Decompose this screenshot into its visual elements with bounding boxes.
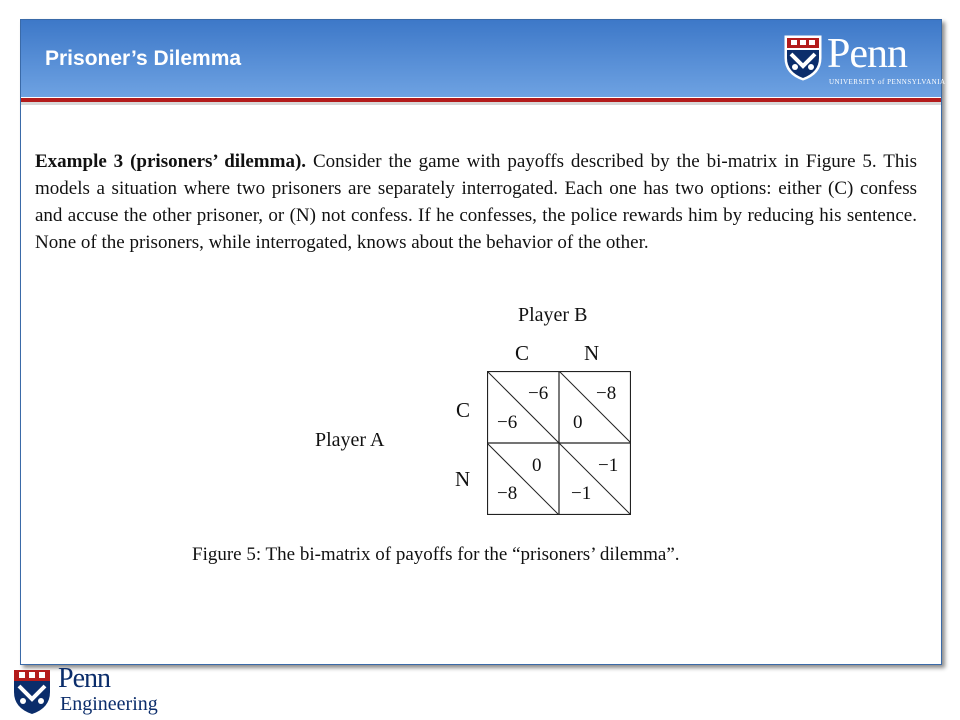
slide-title: Prisoner’s Dilemma <box>45 47 242 70</box>
penn-engineering-line2: Engineering <box>60 693 158 715</box>
penn-engineering-line1: Penn <box>58 663 110 694</box>
payoff-nc-b: 0 <box>532 455 542 476</box>
payoff-nn-a: −1 <box>571 483 592 504</box>
col-label-n: N <box>584 341 600 365</box>
payoff-nn-b: −1 <box>598 455 619 476</box>
slide <box>20 19 946 665</box>
payoff-cn-a: 0 <box>573 412 583 433</box>
row-label-c: C <box>456 398 471 422</box>
player-a-label: Player A <box>315 429 385 451</box>
penn-wordmark: Penn <box>827 31 907 77</box>
payoff-cc-b: −6 <box>528 383 549 404</box>
example-heading: Example 3 (prisoners’ dilemma). <box>35 151 307 172</box>
penn-engineering-shield-icon <box>12 668 52 716</box>
payoff-cn-b: −8 <box>596 383 617 404</box>
payoff-cc-a: −6 <box>497 412 518 433</box>
penn-subtitle: UNIVERSITY of PENNSYLVANIA <box>829 78 946 86</box>
matrix-grid <box>487 371 631 515</box>
penn-engineering-logo <box>10 663 170 719</box>
figure-caption: Figure 5: The bi-matrix of payoffs for the “prisoners’ dilemma”. <box>192 544 680 565</box>
row-label-n: N <box>455 467 471 491</box>
payoff-nc-a: −8 <box>497 483 518 504</box>
player-b-label: Player B <box>518 304 588 326</box>
example-body: Consider the game with payoffs described by the bi-matrix in Figure 5. This models a situation where two prisoners are separately interrogated. Each one has two options: either (C) confess and accuse the other prisoner, or (N) not confess. If he confesses, the police rewards him by reducing his sentence. None of the prisoners, while interrogated, knows about the behavior of the other. <box>35 151 918 253</box>
col-label-c: C <box>515 341 530 365</box>
payoff-matrix <box>21 20 941 664</box>
